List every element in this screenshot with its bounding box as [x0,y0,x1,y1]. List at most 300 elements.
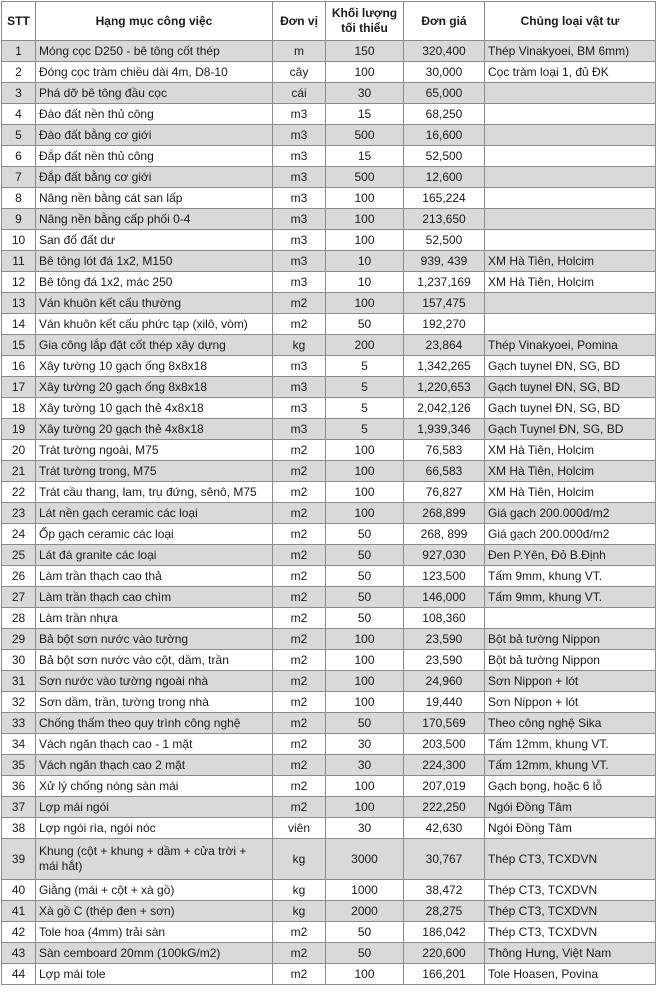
table-row [2,629,656,650]
cell-material: XM Hà Tiên, Holcim [485,251,656,272]
cell-qty: 50 [326,608,404,629]
cell-material: XM Hà Tiên, Holcim [485,440,656,461]
cell-unit: m3 [273,356,326,377]
cell-price: 68,250 [404,104,485,125]
cell-material: Tấm 12mm, khung VT. [485,755,656,776]
cell-material: Thông Hưng, Việt Nam [485,943,656,964]
cell-material: Bột bả tường Nippon [485,650,656,671]
cell-task: Phá dỡ bê tông đầu cọc [36,83,273,104]
table-row [2,230,656,251]
cell-unit: m2 [273,545,326,566]
cell-stt: 13 [2,293,36,314]
table-row [2,356,656,377]
cell-stt: 8 [2,188,36,209]
cell-task: Bê tông lót đá 1x2, M150 [36,251,273,272]
header-qty: Khối lượng tối thiểu [326,2,404,41]
cell-stt: 14 [2,314,36,335]
cell-task: Đắp đất nền thủ công [36,146,273,167]
cell-unit: kg [273,839,326,880]
cell-material: Tole Hoasen, Povina [485,964,656,985]
table-row [2,608,656,629]
cell-price: 203,500 [404,734,485,755]
cell-task: Khung (cột + khung + dầm + cửa trời + mái hắt) [36,839,273,880]
table-row [2,398,656,419]
cell-qty: 100 [326,293,404,314]
cell-unit: m2 [273,943,326,964]
cell-price: 222,250 [404,797,485,818]
cell-stt: 25 [2,545,36,566]
header-price: Đơn giá [404,2,485,41]
table-row [2,272,656,293]
cell-task: Đào đất nền thủ công [36,104,273,125]
table-row [2,83,656,104]
cell-qty: 100 [326,62,404,83]
cell-task: Gia công lắp đặt cốt thép xây dựng [36,335,273,356]
cell-material [485,104,656,125]
cell-task: Vách ngăn thạch cao 2 mặt [36,755,273,776]
cell-task: Vách ngăn thạch cao - 1 mặt [36,734,273,755]
cell-stt: 15 [2,335,36,356]
table-row [2,566,656,587]
cell-task: Xây tường 20 gạch thẻ 4x8x18 [36,419,273,440]
cell-task: Chống thấm theo quy trình công nghệ [36,713,273,734]
cell-price: 24,960 [404,671,485,692]
cell-material: Ngói Đồng Tâm [485,818,656,839]
cell-stt: 6 [2,146,36,167]
table-row [2,901,656,922]
cell-unit: m2 [273,524,326,545]
cell-qty: 100 [326,964,404,985]
cell-unit: m3 [273,398,326,419]
cell-qty: 15 [326,146,404,167]
cell-stt: 28 [2,608,36,629]
cell-material: Bột bả tường Nippon [485,629,656,650]
cell-qty: 200 [326,335,404,356]
cell-qty: 100 [326,650,404,671]
cell-stt: 41 [2,901,36,922]
table-row [2,188,656,209]
table-row [2,209,656,230]
cell-price: 23,590 [404,629,485,650]
cell-material [485,188,656,209]
cell-qty: 5 [326,398,404,419]
table-row [2,125,656,146]
table-row [2,734,656,755]
cell-task: Làm trần thạch cao thả [36,566,273,587]
cell-qty: 500 [326,167,404,188]
cell-price: 186,042 [404,922,485,943]
table-row [2,251,656,272]
cell-stt: 38 [2,818,36,839]
cell-unit: m2 [273,482,326,503]
cell-material: Giá gạch 200.000đ/m2 [485,524,656,545]
cell-task: Giằng (mái + cột + xà gồ) [36,880,273,901]
table-row [2,755,656,776]
cell-stt: 19 [2,419,36,440]
cell-price: 123,500 [404,566,485,587]
cell-qty: 30 [326,818,404,839]
cell-qty: 30 [326,734,404,755]
cell-unit: viên [273,818,326,839]
cell-qty: 30 [326,83,404,104]
cell-qty: 100 [326,440,404,461]
table-row [2,692,656,713]
cell-stt: 27 [2,587,36,608]
cell-price: 268,899 [404,503,485,524]
cell-material: Gạch tuynel ĐN, SG, BD [485,398,656,419]
cell-material [485,230,656,251]
cell-unit: m2 [273,734,326,755]
cell-price: 65,000 [404,83,485,104]
cell-task: Bả bột sơn nước vào cột, dầm, trần [36,650,273,671]
cell-price: 28,275 [404,901,485,922]
cell-price: 1,237,169 [404,272,485,293]
cell-unit: m2 [273,692,326,713]
cell-price: 38,472 [404,880,485,901]
cell-material [485,83,656,104]
cell-stt: 4 [2,104,36,125]
cell-task: Đào đất bằng cơ giới [36,125,273,146]
cell-material: Thép CT3, TCXDVN [485,839,656,880]
cell-material: Theo công nghệ Sika [485,713,656,734]
cell-unit: m2 [273,608,326,629]
cell-task: Sơn nước vào tường ngoài nhà [36,671,273,692]
cell-price: 12,600 [404,167,485,188]
table-row [2,839,656,880]
cell-price: 30,767 [404,839,485,880]
cell-task: Lợp mái ngói [36,797,273,818]
cell-qty: 50 [326,943,404,964]
cell-price: 2,042,126 [404,398,485,419]
table-row [2,880,656,901]
cell-material [485,209,656,230]
table-row [2,41,656,62]
cell-task: Lát đá granite các loại [36,545,273,566]
cell-material: Đen P.Yên, Đỏ B.Định [485,545,656,566]
cell-material: Tấm 9mm, khung VT. [485,566,656,587]
cell-price: 52,500 [404,146,485,167]
cell-task: Trát cầu thang, lam, trụ đứng, sênô, M75 [36,482,273,503]
cell-price: 19,440 [404,692,485,713]
table-row [2,503,656,524]
cell-stt: 34 [2,734,36,755]
table-row [2,818,656,839]
cell-price: 224,300 [404,755,485,776]
cell-stt: 9 [2,209,36,230]
cell-task: Sơn dầm, trần, tường trong nhà [36,692,273,713]
table-row [2,440,656,461]
cell-stt: 21 [2,461,36,482]
cell-unit: m3 [273,188,326,209]
cell-task: Ván khuôn kết cấu phức tạp (xilô, vòm) [36,314,273,335]
price-table [1,1,656,985]
cell-stt: 30 [2,650,36,671]
cell-task: Lợp mái tole [36,964,273,985]
cell-material: Thép Vinakyoei, Pomina [485,335,656,356]
cell-task: Trát tường ngoài, M75 [36,440,273,461]
cell-unit: m2 [273,587,326,608]
cell-unit: m3 [273,167,326,188]
cell-material: Tấm 12mm, khung VT. [485,734,656,755]
table-row [2,419,656,440]
cell-stt: 40 [2,880,36,901]
cell-stt: 36 [2,776,36,797]
cell-qty: 100 [326,209,404,230]
cell-material: Gạch bọng, hoặc 6 lỗ [485,776,656,797]
cell-price: 42,630 [404,818,485,839]
cell-price: 23,864 [404,335,485,356]
table-row [2,482,656,503]
cell-unit: m2 [273,713,326,734]
cell-qty: 50 [326,587,404,608]
cell-task: Xử lý chống nóng sàn mái [36,776,273,797]
cell-unit: m3 [273,125,326,146]
cell-qty: 50 [326,314,404,335]
cell-task: Bê tông đá 1x2, mác 250 [36,272,273,293]
cell-task: Ốp gạch ceramic các loại [36,524,273,545]
cell-unit: m2 [273,797,326,818]
cell-stt: 23 [2,503,36,524]
cell-material: Thép CT3, TCXDVN [485,922,656,943]
cell-task: Tole hoa (4mm) trải sàn [36,922,273,943]
table-row [2,964,656,985]
cell-material: XM Hà Tiên, Holcim [485,482,656,503]
cell-task: Xây tường 10 gạch thẻ 4x8x18 [36,398,273,419]
cell-qty: 100 [326,629,404,650]
cell-stt: 35 [2,755,36,776]
cell-stt: 39 [2,839,36,880]
cell-unit: m3 [273,272,326,293]
header-stt: STT [2,2,36,41]
cell-price: 320,400 [404,41,485,62]
cell-material [485,293,656,314]
cell-qty: 100 [326,482,404,503]
header-task: Hạng mục công việc [36,2,273,41]
table-row [2,167,656,188]
cell-task: Xây tường 20 gạch ống 8x8x18 [36,377,273,398]
cell-price: 927,030 [404,545,485,566]
cell-material: Thép CT3, TCXDVN [485,880,656,901]
cell-material [485,146,656,167]
table-row [2,293,656,314]
cell-qty: 5 [326,377,404,398]
header-row [2,2,656,41]
cell-unit: cây [273,62,326,83]
cell-price: 1,220,653 [404,377,485,398]
table-row [2,524,656,545]
cell-task: Xây tường 10 gạch ống 8x8x18 [36,356,273,377]
cell-unit: m3 [273,209,326,230]
cell-material: Gạch tuynel ĐN, SG, BD [485,356,656,377]
cell-material [485,125,656,146]
cell-qty: 50 [326,922,404,943]
cell-stt: 1 [2,41,36,62]
cell-unit: m [273,41,326,62]
cell-qty: 100 [326,797,404,818]
cell-task: Nâng nền bằng cát san lấp [36,188,273,209]
cell-material: Gạch Tuynel ĐN, SG, BD [485,419,656,440]
cell-stt: 20 [2,440,36,461]
cell-qty: 50 [326,524,404,545]
cell-material: Ngói Đồng Tâm [485,797,656,818]
cell-qty: 10 [326,272,404,293]
table-row [2,335,656,356]
cell-stt: 5 [2,125,36,146]
cell-price: 108,360 [404,608,485,629]
cell-unit: m3 [273,377,326,398]
cell-task: Làm trần nhựa [36,608,273,629]
cell-stt: 3 [2,83,36,104]
cell-price: 23,590 [404,650,485,671]
cell-task: Lợp ngói rìa, ngói nóc [36,818,273,839]
cell-price: 76,827 [404,482,485,503]
cell-task: Sàn cemboard 20mm (100kG/m2) [36,943,273,964]
cell-stt: 11 [2,251,36,272]
cell-material: Sơn Nippon + lót [485,671,656,692]
cell-task: Trát tường trong, M75 [36,461,273,482]
cell-qty: 100 [326,461,404,482]
table-row [2,922,656,943]
cell-unit: m3 [273,230,326,251]
cell-stt: 26 [2,566,36,587]
cell-stt: 31 [2,671,36,692]
cell-stt: 37 [2,797,36,818]
cell-price: 220,600 [404,943,485,964]
cell-task: Ván khuôn kết cấu thường [36,293,273,314]
cell-price: 213,650 [404,209,485,230]
cell-qty: 100 [326,692,404,713]
cell-stt: 43 [2,943,36,964]
cell-price: 170,569 [404,713,485,734]
cell-qty: 15 [326,104,404,125]
cell-unit: m3 [273,104,326,125]
price-table-wrapper [1,1,656,985]
cell-qty: 50 [326,713,404,734]
table-row [2,776,656,797]
cell-task: Đóng cọc tràm chiều dài 4m, D8-10 [36,62,273,83]
cell-qty: 50 [326,545,404,566]
cell-stt: 42 [2,922,36,943]
cell-stt: 10 [2,230,36,251]
cell-unit: m2 [273,293,326,314]
cell-unit: m2 [273,566,326,587]
cell-material: Giá gạch 200.000đ/m2 [485,503,656,524]
cell-material: Thép Vinakyoei, BM 6mm) [485,41,656,62]
table-row [2,146,656,167]
cell-qty: 5 [326,419,404,440]
header-unit: Đơn vị [273,2,326,41]
cell-task: Bả bột sơn nước vào tường [36,629,273,650]
cell-task: Nâng nền bằng cấp phối 0-4 [36,209,273,230]
cell-price: 1,939,346 [404,419,485,440]
cell-stt: 24 [2,524,36,545]
cell-material: XM Hà Tiên, Holcim [485,461,656,482]
cell-unit: m2 [273,314,326,335]
cell-stt: 2 [2,62,36,83]
cell-price: 268, 899 [404,524,485,545]
cell-unit: m2 [273,461,326,482]
cell-unit: m2 [273,440,326,461]
table-row [2,377,656,398]
table-row [2,461,656,482]
cell-unit: m3 [273,146,326,167]
table-row [2,671,656,692]
cell-unit: m2 [273,964,326,985]
cell-stt: 18 [2,398,36,419]
cell-qty: 100 [326,230,404,251]
cell-qty: 1000 [326,880,404,901]
cell-price: 66,583 [404,461,485,482]
cell-qty: 100 [326,188,404,209]
cell-stt: 44 [2,964,36,985]
cell-price: 146,000 [404,587,485,608]
cell-stt: 12 [2,272,36,293]
cell-price: 30,000 [404,62,485,83]
table-row [2,314,656,335]
cell-task: Móng cọc D250 - bê tông cốt thép [36,41,273,62]
cell-stt: 32 [2,692,36,713]
cell-price: 1,342,265 [404,356,485,377]
cell-stt: 7 [2,167,36,188]
cell-unit: m2 [273,755,326,776]
cell-qty: 100 [326,776,404,797]
cell-price: 192,270 [404,314,485,335]
cell-task: Làm trần thạch cao chìm [36,587,273,608]
cell-material [485,314,656,335]
cell-price: 165,224 [404,188,485,209]
cell-price: 939, 439 [404,251,485,272]
cell-price: 207,019 [404,776,485,797]
table-row [2,650,656,671]
cell-price: 76,583 [404,440,485,461]
header-material: Chủng loại vật tư [485,2,656,41]
cell-price: 166,201 [404,964,485,985]
cell-qty: 100 [326,503,404,524]
cell-stt: 29 [2,629,36,650]
table-row [2,713,656,734]
cell-price: 52,500 [404,230,485,251]
cell-material: Thép CT3, TCXDVN [485,901,656,922]
cell-unit: m2 [273,922,326,943]
cell-qty: 5 [326,356,404,377]
cell-unit: m2 [273,776,326,797]
cell-stt: 33 [2,713,36,734]
cell-material: Gạch tuynel ĐN, SG, BD [485,377,656,398]
table-body [2,41,656,985]
cell-material: Sơn Nippon + lót [485,692,656,713]
cell-unit: m2 [273,650,326,671]
cell-task: Xà gồ C (thép đen + sơn) [36,901,273,922]
cell-material: Tấm 9mm, khung VT. [485,587,656,608]
cell-unit: kg [273,335,326,356]
cell-task: Lát nền gạch ceramic các loại [36,503,273,524]
cell-qty: 500 [326,125,404,146]
table-row [2,797,656,818]
cell-qty: 2000 [326,901,404,922]
cell-price: 157,475 [404,293,485,314]
table-row [2,943,656,964]
cell-qty: 3000 [326,839,404,880]
cell-unit: m3 [273,419,326,440]
cell-task: Đắp đất bằng cơ giới [36,167,273,188]
cell-unit: m2 [273,503,326,524]
cell-qty: 30 [326,755,404,776]
cell-unit: m3 [273,251,326,272]
cell-stt: 16 [2,356,36,377]
table-row [2,62,656,83]
cell-qty: 50 [326,566,404,587]
table-row [2,545,656,566]
